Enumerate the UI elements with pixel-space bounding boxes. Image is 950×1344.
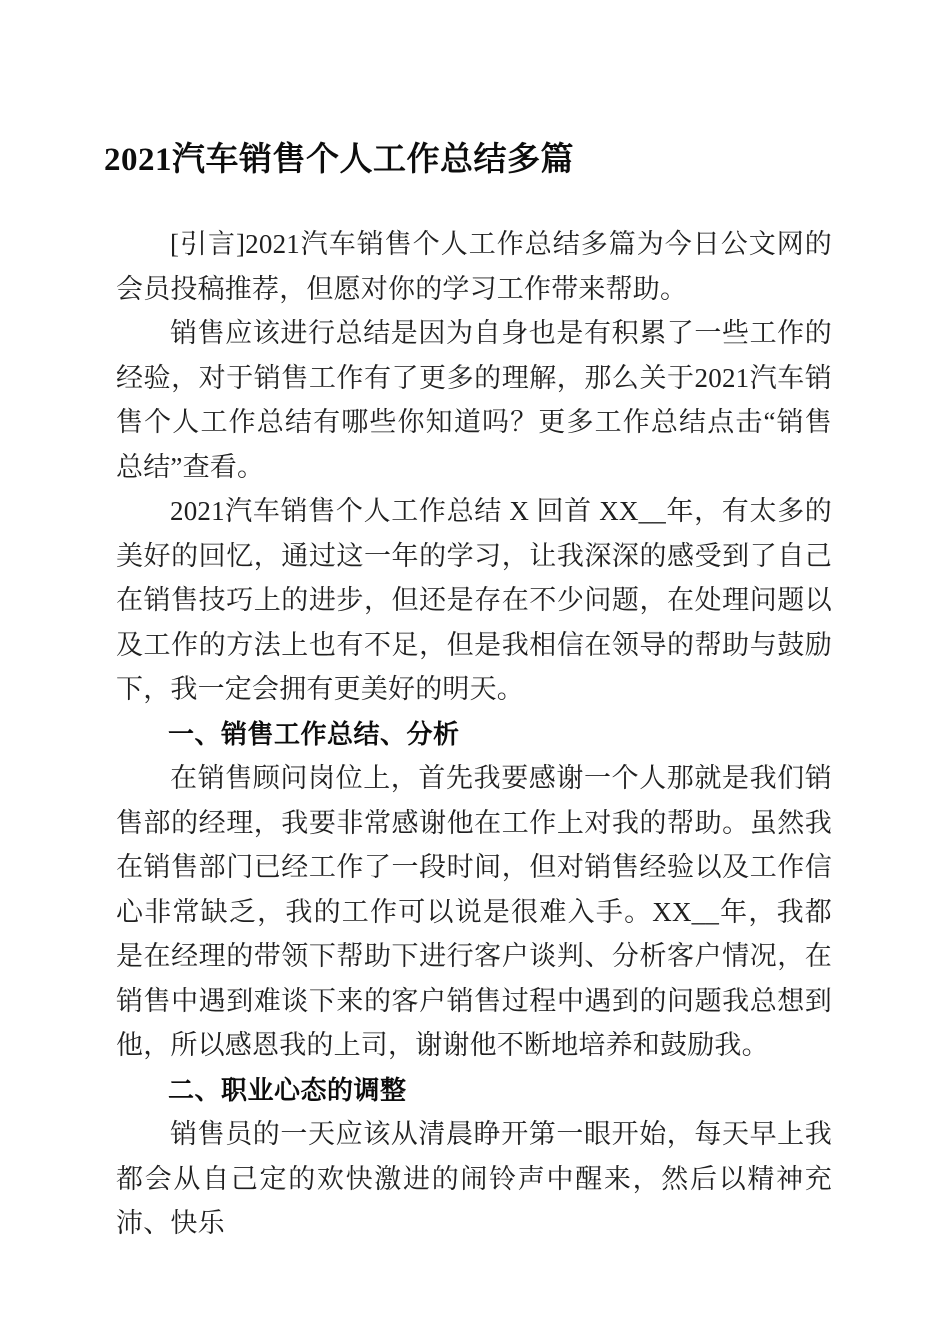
paragraph-2: 2021汽车销售个人工作总结 X 回首 XX__年，有太多的美好的回忆，通过这一年的学习，让我深深的感受到了自己在销售技巧上的进步，但还是存在不少问题，在处理问题以及工作的方法上也有不足，但是我相信在领导的帮助与鼓励下，我一定会拥有更美好的明天。 [116, 496, 832, 704]
paragraph-1: 销售应该进行总结是因为自身也是有积累了一些工作的经验，对于销售工作有了更多的理解，那么关于2021汽车销售个人工作总结有哪些你知道吗？更多工作总结点击“销售总结”查看。 [116, 318, 832, 482]
paragraph-4: 销售员的一天应该从清晨睁开第一眼开始，每天早上我都会从自己定的欢快激进的闹铃声中醒来，然后以精神充沛、快乐 [116, 1119, 832, 1238]
section-heading-1: 一、销售工作总结、分析 [168, 718, 460, 749]
paragraph-3: 在销售顾问岗位上，首先我要感谢一个人那就是我们销售部的经理，我要非常感谢他在工作上对我的帮助。虽然我在销售部门已经工作了一段时间，但对销售经验以及工作信心非常缺乏，我的工作可以说是很难入手。XX__年，我都是在经理的带领下帮助下进行客户谈判、分析客户情况，在销售中遇到难谈下来的客户销售过程中遇到的问题我总想到他，所以感恩我的上司，谢谢他不断地培养和鼓励我。 [116, 763, 832, 1060]
document-body [116, 222, 832, 1246]
paragraph-intro: [引言]2021汽车销售个人工作总结多篇为今日公文网的会员投稿推荐，但愿对你的学习工作带来帮助。 [116, 229, 832, 304]
page-title: 2021汽车销售个人工作总结多篇 [104, 142, 574, 178]
section-heading-2: 二、职业心态的调整 [168, 1074, 407, 1105]
